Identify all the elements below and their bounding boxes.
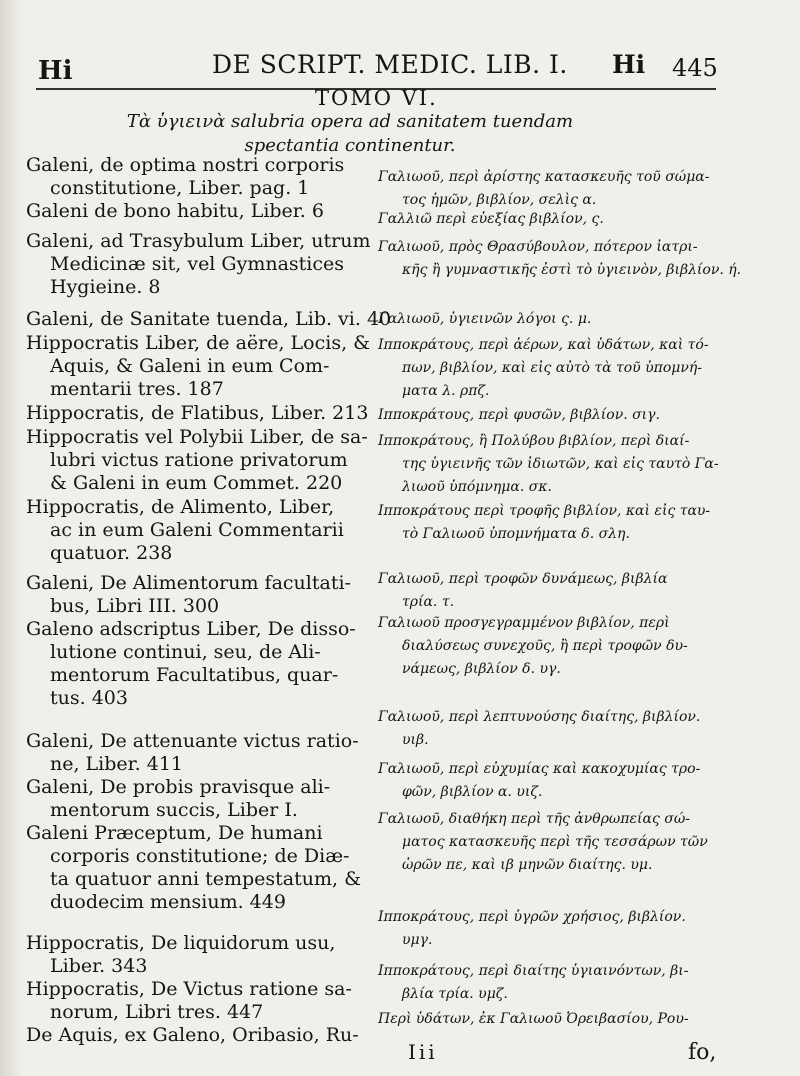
header-right-mark: Hi — [612, 50, 646, 79]
greek-entry — [378, 308, 728, 331]
latin-line: ac in eum Galeni Commentarii — [50, 519, 344, 541]
greek-line: Γαλιωοῦ, πρὸς Θρασύβουλον, πότερον ἰατρι- — [378, 239, 698, 255]
greek-line: Ιπποκράτους, περὶ διαίτης ὑγιαινόντων, βι- — [378, 963, 689, 979]
latin-line: quatuor. 238 — [50, 542, 173, 564]
running-header — [0, 44, 800, 90]
latin-line: De Aquis, ex Galeno, Oribasio, Ru- — [26, 1024, 359, 1046]
latin-entry — [26, 776, 366, 822]
latin-line: norum, Libri tres. 447 — [50, 1001, 264, 1023]
latin-line: mentorum succis, Liber I. — [50, 799, 298, 821]
greek-line: Ιπποκράτους, περὶ ἀέρων, καὶ ὑδάτων, καὶ τό- — [378, 337, 709, 353]
latin-line: ta quatuor anni tempestatum, & — [50, 868, 361, 890]
greek-line: Ιπποκράτους, ἢ Πολύβου βιβλίον, περὶ διαί- — [378, 433, 690, 449]
latin-entry — [26, 496, 366, 565]
greek-line: πων, βιβλίον, καὶ εἰς αὐτὸ τὰ τοῦ ὑπομνή- — [402, 360, 703, 376]
greek-entry — [378, 500, 728, 546]
greek-entry — [378, 430, 728, 499]
latin-line: Galeni, De probis pravisque ali- — [26, 776, 331, 798]
greek-line: τὸ Γαλιωοῦ ὑπομνήματα δ. σλη. — [402, 526, 630, 542]
greek-line: Γαλιωοῦ προσγεγραμμένον βιβλίον, περὶ — [378, 615, 670, 631]
greek-entry — [378, 808, 728, 877]
volume-subtitle: Τὰ ὑγιεινὰ salubria opera ad sanitatem tuendam spectantia continentur. — [126, 111, 574, 156]
greek-line: βλία τρία. υμζ. — [402, 986, 508, 1002]
latin-line: lutione continui, seu, de Ali- — [50, 641, 321, 663]
latin-entry — [26, 730, 366, 776]
greek-line: Ιπποκράτους, περὶ φυσῶν, βιβλίον. σιγ. — [378, 407, 660, 423]
latin-line: tus. 403 — [50, 687, 128, 709]
greek-line: τρία. τ. — [402, 594, 455, 610]
greek-entry — [378, 404, 728, 427]
greek-line: Ιπποκράτους περὶ τροφῆς βιβλίον, καὶ εἰς ταυ- — [378, 503, 711, 519]
greek-entry — [378, 166, 728, 212]
latin-line: duodecim mensium. 449 — [50, 891, 286, 913]
latin-line: Galeno adscriptus Liber, De disso- — [26, 618, 356, 640]
greek-line: ματος κατασκευῆς περὶ τῆς τεσσάρων τῶν — [402, 834, 708, 850]
greek-line: Περὶ ὑδάτων, ἐκ Γαλιωοῦ Ὀρειβασίου, Ρου- — [378, 1011, 689, 1027]
latin-line: Hippocratis vel Polybii Liber, de sa- — [26, 426, 368, 448]
latin-line: Hippocratis, De liquidorum usu, — [26, 932, 336, 954]
greek-line: ματα λ. ρπζ. — [402, 383, 490, 399]
greek-line: Γαλιωοῦ, περὶ τροφῶν δυνάμεως, βιβλία — [378, 571, 668, 587]
greek-line: υμγ. — [402, 932, 433, 948]
greek-entry — [378, 906, 728, 952]
greek-entry — [378, 758, 728, 804]
greek-line: υιβ. — [402, 732, 429, 748]
latin-line: mentorum Facultatibus, quar- — [50, 664, 339, 686]
volume-heading: TOMO VI. — [315, 86, 438, 110]
greek-entry — [378, 208, 728, 231]
greek-line: νάμεως, βιβλίον δ. υγ. — [402, 661, 561, 677]
latin-line: Galeni, de optima nostri corporis — [26, 154, 345, 176]
greek-line: λιωοῦ ὑπόμνημα. σκ. — [402, 479, 552, 495]
greek-line: Ιπποκράτους, περὶ ὑγρῶν χρήσιος, βιβλίον. — [378, 909, 686, 925]
latin-line: Hygieine. 8 — [50, 276, 161, 298]
page-gutter-shade — [0, 0, 22, 1076]
latin-entry — [26, 932, 366, 978]
latin-entry — [26, 978, 366, 1024]
greek-line: Γαλιωοῦ, ὑγιεινῶν λόγοι ς. μ. — [378, 311, 592, 327]
page-number: 445 — [672, 54, 718, 82]
latin-line: Galeni, de Sanitate tuenda, Lib. vi. 40 — [26, 308, 392, 330]
latin-entry — [26, 154, 366, 200]
greek-entry — [378, 1008, 728, 1031]
latin-entry — [26, 402, 369, 425]
greek-entry — [378, 334, 728, 403]
latin-line: ne, Liber. 411 — [50, 753, 183, 775]
latin-line: Galeni, De attenuante victus ratio- — [26, 730, 359, 752]
latin-line: Hippocratis Liber, de aëre, Locis, & — [26, 332, 371, 354]
latin-line: mentarii tres. 187 — [50, 378, 224, 400]
greek-line: Γαλιωοῦ, περὶ ἀρίστης κατασκευῆς τοῦ σώμα- — [378, 169, 710, 185]
latin-line: Galeni Præceptum, De humani — [26, 822, 323, 844]
latin-entry — [26, 426, 366, 495]
latin-line: & Galeni in eum Commet. 220 — [50, 472, 343, 494]
latin-line: Galeni de bono habitu, Liber. 6 — [26, 200, 324, 222]
latin-line: Hippocratis, De Victus ratione sa- — [26, 978, 352, 1000]
greek-line: διαλύσεως συνεχοῦς, ἢ περὶ τροφῶν δυ- — [402, 638, 688, 654]
latin-line: bus, Libri III. 300 — [50, 595, 220, 617]
latin-line: Liber. 343 — [50, 955, 148, 977]
greek-line: Γαλιωοῦ, περὶ λεπτυνούσης διαίτης, βιβλίον. — [378, 709, 701, 725]
header-left-mark: Hi — [38, 56, 73, 86]
greek-line: Γαλιωοῦ, περὶ εὐχυμίας καὶ κακοχυμίας τρο- — [378, 761, 701, 777]
latin-line: Galeni, De Alimentorum facultati- — [26, 572, 351, 594]
signature-mark: Iii — [408, 1040, 438, 1064]
greek-line: Γαλιωοῦ, διαθήκη περὶ τῆς ἀνθρωπείας σώ- — [378, 811, 690, 827]
latin-line: Hippocratis, de Alimento, Liber, — [26, 496, 335, 518]
latin-line: corporis constitutione; de Diæ- — [50, 845, 350, 867]
latin-entry — [26, 332, 371, 401]
latin-entry — [26, 308, 392, 331]
latin-line: Galeni, ad Trasybulum Liber, utrum — [26, 230, 371, 252]
greek-entry — [378, 960, 728, 1006]
header-title: DE SCRIPT. MEDIC. LIB. I. — [212, 50, 568, 79]
greek-line: τος ἡμῶν, βιβλίον, σελὶς α. — [402, 192, 597, 208]
latin-entry — [26, 822, 366, 914]
greek-line: ὡρῶν πε, καὶ ιβ μηνῶν διαίτης. υμ. — [402, 857, 653, 873]
greek-entry — [378, 612, 728, 681]
latin-line: Aquis, & Galeni in eum Com- — [50, 355, 330, 377]
latin-entry — [26, 1024, 366, 1047]
greek-entry — [378, 568, 728, 614]
greek-line: Γαλλιῶ περὶ εὐεξίας βιβλίον, ς. — [378, 211, 604, 227]
latin-line: Hippocratis, de Flatibus, Liber. 213 — [26, 402, 369, 424]
latin-entry — [26, 200, 366, 223]
greek-line: της ὑγιεινῆς τῶν ἰδιωτῶν, καὶ εἰς ταυτὸ Γα- — [402, 456, 719, 472]
greek-line: κῆς ἢ γυμναστικῆς ἐστὶ τὸ ὑγιεινὸν, βιβλίον. ή. — [402, 262, 742, 278]
greek-entry — [378, 236, 742, 282]
greek-line: φῶν, βιβλίον α. υιζ. — [402, 784, 543, 800]
latin-entry — [26, 230, 371, 299]
latin-entry — [26, 618, 366, 710]
latin-entry — [26, 572, 366, 618]
latin-line: lubri victus ratione privatorum — [50, 449, 348, 471]
latin-line: constitutione, Liber. pag. 1 — [50, 177, 310, 199]
greek-entry — [378, 706, 728, 752]
catchword: fo, — [688, 1040, 717, 1065]
latin-line: Medicinæ sit, vel Gymnastices — [50, 253, 345, 275]
